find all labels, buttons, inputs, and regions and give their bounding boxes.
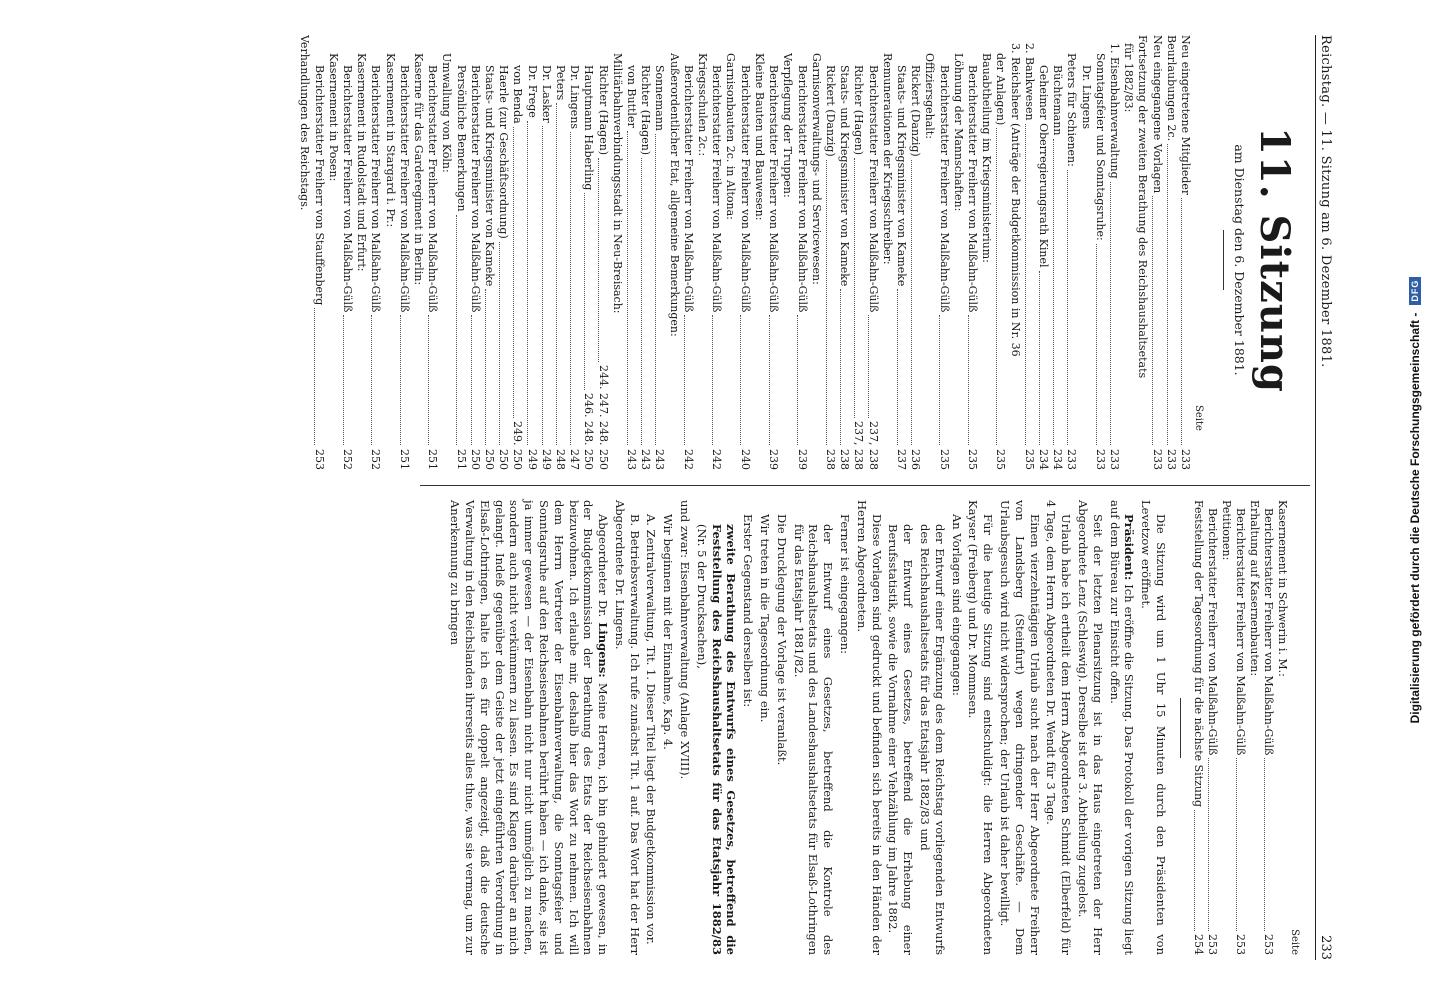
toc-entry-title: Richter (Hagen) <box>639 65 653 156</box>
toc-entry-page: 251 <box>426 449 440 470</box>
toc-entry <box>326 35 340 470</box>
toc-leader-dots <box>1167 144 1168 445</box>
toc-entry <box>638 35 652 470</box>
toc-entry-page: 251 <box>397 449 411 470</box>
toc-entry-page: 238 <box>823 449 837 470</box>
toc-entry-title: Peters <box>554 65 568 101</box>
toc-leader-dots <box>570 132 571 445</box>
toc-entry-page: 251 <box>454 449 468 470</box>
toc-entry-page: 234 <box>1036 449 1050 470</box>
toc-entry <box>567 35 581 470</box>
toc-entry-title: Remunerationen der Kriegsschreiber: <box>880 53 894 265</box>
minutes-paragraph <box>966 500 996 955</box>
toc-entry-page: 237, 238 <box>852 421 866 470</box>
toc-entry-title: Geheimer Oberregierungsrath Kinel <box>1036 65 1050 268</box>
toc-entry <box>979 35 993 470</box>
minutes-paragraph <box>997 500 1041 955</box>
toc-leader-dots <box>456 215 457 445</box>
title-rule <box>1223 230 1224 290</box>
toc-entry-title: Haerle (zur Geschäftsordnung) <box>497 65 511 239</box>
toc-leader-dots <box>854 158 855 418</box>
paragraph-text: der Entwurf einer Ergänzung des dem Reichstag vorliegenden Entwurfs des Reichshaushaltsetats für das Etatsjahr 1882/83 und <box>918 524 947 955</box>
toc-entry-page: 233 <box>1107 449 1121 470</box>
toc-entry-title: Kasernement in Rudolstadt und Erfurt: <box>355 53 369 272</box>
toc-entry <box>496 35 510 470</box>
toc-entry-page: 239 <box>767 449 781 470</box>
toc-entry-page: 236 <box>909 449 923 470</box>
toc-entry <box>652 35 666 470</box>
toc-entry <box>510 35 524 470</box>
toc-entry <box>922 35 936 470</box>
toc-entry-page: 247 <box>568 449 582 470</box>
toc-entry-title: Berichterstatter Freiherr von Malßahn-Gülß <box>426 65 440 313</box>
column-divider <box>420 485 1310 486</box>
toc-entry-title: Kleine Bauten und Bauwesen: <box>752 53 766 221</box>
toc-entry <box>297 35 311 470</box>
toc-entry-title: Umwallung von Köln: <box>440 53 454 173</box>
toc-entry-page: 254 <box>1192 934 1205 955</box>
toc-entry-page: 250 <box>497 449 511 470</box>
toc-entry-title: Dr. Lingens <box>568 65 582 130</box>
right-column <box>445 500 1300 955</box>
toc-leader-dots <box>741 315 742 445</box>
toc-entry-page: 233 <box>1150 449 1164 470</box>
toc-entry <box>1107 35 1121 470</box>
toc-entry <box>780 35 794 470</box>
paragraph-text: Die Drucklegung der Vorlage ist veranlaßt. <box>774 514 789 766</box>
speaker-label: Lingens: <box>596 622 611 678</box>
toc-entry <box>1036 35 1050 470</box>
toc-leader-dots <box>471 315 472 445</box>
toc-entry-page: 253 <box>1234 934 1247 955</box>
minutes-paragraph <box>917 500 947 955</box>
toc-entry-page: 244. 247. 248. 250 <box>596 365 610 470</box>
minutes-paragraph <box>612 500 642 955</box>
toc-entry <box>837 35 851 470</box>
toc-entry-title: Berichterstatter Freiherr von Malßahn-Gülß <box>468 65 482 313</box>
running-header <box>1315 35 1350 960</box>
paragraph-text: Seit der letzten Plenarsitzung ist in das Haus eingetreten der Herr Abgeordnete Lenz (Schleswig). Derselbe ist der 3. Abtheilung zugelost. <box>1076 500 1105 955</box>
toc-leader-dots <box>769 315 770 445</box>
toc-entry <box>1007 35 1021 470</box>
toc-entry-title: Richter (Hagen) <box>852 65 866 156</box>
toc-leader-dots <box>527 121 528 445</box>
toc-entry-page: 240 <box>738 449 752 470</box>
toc-entry-title: Berichterstatter Freiherr von Malßahn-Gülß <box>937 65 951 313</box>
toc-entry <box>539 35 553 470</box>
toc-leader-dots <box>868 315 869 418</box>
paragraph-text: Für die heutige Sitzung sind entschuldigt: die Herren Abgeordneten Kayser (Freiberg) und Dr. Mommsen. <box>966 500 996 955</box>
toc-entry <box>894 35 908 470</box>
toc-entry-title: Berichterstatter Freiherr von Malßahn-Gülß <box>738 65 752 313</box>
toc-entry-title: Berichterstatter Freiherr von Malßahn-Gülß <box>681 65 695 313</box>
toc-leader-dots <box>542 126 543 445</box>
toc-entry-page: 237, 238 <box>866 421 880 470</box>
toc-leader-dots <box>1067 170 1068 445</box>
minutes-paragraph <box>757 500 772 955</box>
toc-leader-dots <box>1181 198 1182 445</box>
toc-entry <box>1247 500 1261 955</box>
toc-entry-title: Außerordentlicher Etat, allgemeine Bemerkungen: <box>667 53 681 337</box>
toc-entry-page: 243 <box>653 449 667 470</box>
dfg-logo: DFG <box>1409 277 1421 305</box>
toc-leader-dots <box>598 158 599 362</box>
toc-entry-title: Kaserne für das Garderegiment in Berlin: <box>412 53 426 286</box>
toc-entry-page: 252 <box>341 449 355 470</box>
toc-entry-page: 233 <box>1093 449 1107 470</box>
toc-entry-page: 246. 248. 250 <box>582 393 596 470</box>
toc-entry-title: Berichterstatter Freiherr von Malßahn-Gülß <box>369 65 383 313</box>
minutes-paragraph <box>949 500 964 955</box>
toc-entry <box>752 35 766 470</box>
toc-entry-title: Militärbahnverbindungsstadt in Neu-Breisach: <box>610 53 624 314</box>
paragraph-text: der Entwurf eines Gesetzes, betreffend die Kontrole des Reichshaushaltsetats und des Landeshaushaltsetats für Elsaß-Lothringen für das Etatsjahr 1881/82. <box>791 524 836 955</box>
toc-entry-title: von Benda <box>511 65 525 124</box>
section-rule <box>1180 698 1181 758</box>
toc-entry-title: Berichterstatter Freiherr von Malßahn-Gülß <box>341 65 355 313</box>
toc-entry <box>666 35 680 470</box>
toc-leader-dots <box>485 289 486 445</box>
toc-entry-title: Büchtemann <box>1051 65 1065 136</box>
toc-entry-title: Berichterstatter Freiherr von Malßahn-Gülß <box>397 65 411 313</box>
paragraph-text: B. Betriebsverwaltung. Ich rufe zunächst Tit. 1 auf. Das Wort hat der Herr Abgeordnete Dr. Lingens. <box>612 500 642 955</box>
toc-entry <box>1121 35 1135 470</box>
toc-entry <box>1078 35 1092 470</box>
toc-entry-page: 248 <box>554 449 568 470</box>
toc-entry <box>354 35 368 470</box>
table-of-contents <box>297 35 1192 470</box>
toc-entry <box>709 35 723 470</box>
toc-entry-title: 3. Reichsheer (Anträge der Budgetkommission in Nr. 36 <box>1008 43 1022 357</box>
toc-entry <box>1164 35 1178 470</box>
toc-entry <box>936 35 950 470</box>
minutes-paragraph <box>886 500 916 955</box>
paragraph-text: Wir treten in die Tagesordnung ein. <box>758 514 773 723</box>
toc-entry <box>1261 500 1275 955</box>
paragraph-text: Die Sitzung wird um 1 Uhr 15 Minuten durch den Präsidenten von Levetzow eröffnet. <box>1139 500 1168 955</box>
page-number: 233 <box>1318 935 1333 960</box>
toc-entry-title: Kasernement in Posen: <box>326 53 340 182</box>
toc-entry-title: Beurlaubungen 2c. <box>1164 35 1178 142</box>
toc-entry <box>809 35 823 470</box>
toc-entry-page: 233 <box>1065 449 1079 470</box>
toc-entry-title: Richter (Hagen) <box>596 65 610 156</box>
toc-entry <box>524 35 538 470</box>
session-title-block <box>1217 35 1298 485</box>
toc-entry-title: Garnisonverwaltungs- und Servicewesen: <box>809 53 823 285</box>
toc-entry-title: Garnisonbauten 2c. in Altona: <box>724 53 738 220</box>
toc-entry <box>1135 35 1149 470</box>
toc-entry <box>865 35 879 470</box>
paragraph-text: Einen vierzehntägigen Urlaub sucht nach der Herr Abgeordnete Freiherr von Landsberg (Steinfurt) wegen dringender Geschäfte. — Dem Urlaubsgesuch wird nicht widersprochen; der Urlaub ist daher bewilligt. <box>998 500 1042 955</box>
paragraph-text: Abgeordneter Dr. <box>596 514 611 623</box>
toc-entry <box>738 35 752 470</box>
toc-entry-title: Kriegsschulen 2c.: <box>696 53 710 157</box>
toc-entry <box>766 35 780 470</box>
paragraph-text: (Nr. 5 der Drucksachen), <box>694 524 709 669</box>
toc-entry-title: Berichterstatter Freiherr von Stauffenberg <box>312 65 326 306</box>
toc-leader-dots <box>513 127 514 418</box>
toc-entry <box>951 35 965 470</box>
toc-leader-dots <box>655 134 656 445</box>
toc-entry-page: 253 <box>1262 934 1275 955</box>
toc-leader-dots <box>556 103 557 445</box>
toc-entry-title: Verpflegung der Truppen: <box>781 53 795 198</box>
toc-entry-page: 243 <box>625 449 639 470</box>
toc-entry <box>823 35 837 470</box>
toc-entry-title: Berichterstatter Freiherr von Malßahn-Gülß <box>1262 508 1275 756</box>
toc-entry <box>581 35 595 470</box>
toc-entry-page: 235 <box>1022 449 1036 470</box>
minutes-paragraph <box>1075 500 1105 955</box>
toc-entry-title: Kasernement in Stargard i. Pr.: <box>383 53 397 228</box>
toc-entry-title: Berichterstatter Freiherr von Malßahn-Gülß <box>795 65 809 313</box>
toc-entry-title: Persönliche Bemerkungen <box>454 65 468 212</box>
toc-entry-title: Peters für Schienen: <box>1065 53 1079 167</box>
toc-entry <box>368 35 382 470</box>
session-date: am Dienstag den 6. Dezember 1881. <box>1232 144 1247 376</box>
toc-entry <box>468 35 482 470</box>
paragraph-text: An Vorlagen sind eingegangen: <box>949 514 964 696</box>
toc-leader-dots <box>684 315 685 445</box>
toc-entry-title: Dr. Frege <box>525 65 539 118</box>
toc-entry-page: 235 <box>994 449 1008 470</box>
toc-entry-page: 235 <box>937 449 951 470</box>
toc-entry-title: 1. Eisenbahnverwaltung <box>1107 43 1121 179</box>
toc-entry <box>1191 500 1205 955</box>
minutes-paragraph <box>694 500 738 955</box>
toc-entry <box>624 35 638 470</box>
toc-entry <box>1205 500 1219 955</box>
toc-entry <box>610 35 624 470</box>
toc-entry <box>439 35 453 470</box>
toc-leader-dots <box>1025 124 1026 445</box>
paragraph-text: Wir beginnen mit der Einnahme, Kap. 4. <box>661 514 676 750</box>
toc-entry <box>695 35 709 470</box>
dfg-notice: Digitalisierung gefördert durch die Deutsche Forschungsgemeinschaft - <box>1408 312 1422 724</box>
toc-entry-page: 235 <box>965 449 979 470</box>
paragraph-text: Meine Herren, ich bin gehindert gewesen, in der Budgetkommission der Berathung des Etats der Reichseisenbahnen beizuwohnen. Ich erlaube mir, deshalb hier das Wort zu nehmen. Ich will dem Herrn Vertreter der Eisenbahnverwaltung, die Sonntagsfeier und Sonntagsruhe auf den Reichseisenbahnen berührt haben — ich danke, sie ist ja immer gewesen — der Eisenbahn nicht nur nicht unmöglich zu machen, sondern auch nicht verkümmern zu lassen. Es sind Klagen darüber an mich gelangt. Indeß gegenüber dem Geiste der jetzt eingeführten Verordnung in Elsaß-Lothringen, halte ich es für doppelt angezeigt, daß die deutsche Verwaltung in den Reichslanden ihrerseits alles thue, was sie vermag, um zur Anerkennung zu bringen <box>448 500 611 955</box>
toc-leader-dots <box>797 315 798 445</box>
session-title: 11. Sitzung <box>1251 127 1298 393</box>
toc-entry-page: 242 <box>681 449 695 470</box>
toc-leader-dots <box>584 193 585 390</box>
toc-entry-title: Berichterstatter Freiherr von Malßahn-Gülß <box>710 65 724 313</box>
toc-entry-page: 253 <box>1206 934 1219 955</box>
toc-entry-page: 249 <box>525 449 539 470</box>
toc-entry <box>1064 35 1078 470</box>
toc-entry <box>311 35 325 470</box>
speaker-label: Präsident: <box>1122 514 1137 581</box>
toc-entry-page: 242 <box>710 449 724 470</box>
toc-entry-title: Sonntagsfeier und Sonntagsruhe: <box>1093 53 1107 241</box>
toc-entry-title: Fortsetzung der zweiten Berathung des Reichshaushaltsetats <box>1136 35 1150 379</box>
toc-entry <box>993 35 1007 470</box>
paragraph-text: und zwar: Eisenbahnverwaltung (Anlage XVIII). <box>678 500 693 780</box>
toc-leader-dots <box>826 160 827 445</box>
toc-entry <box>965 35 979 470</box>
toc-entry-page: 252 <box>369 449 383 470</box>
toc-entry-page: 249. 250 <box>511 421 525 470</box>
paragraph-text: Urlaub habe ich ertheilt dem Herrn Abgeordneten Schmidt (Elberfeld) für 4 Tage, dem Herrn Abgeordneten Dr. Wendt für 3 Tage. <box>1044 500 1074 955</box>
toc-entry-page: 237 <box>894 449 908 470</box>
toc-entry-title: für 1882/83: <box>1122 43 1136 113</box>
paragraph-text: Diese Vorlagen sind gedruckt und befinden sich bereits in den Händen der Herren Abgeordneten. <box>854 500 884 955</box>
toc-entry-title: Sonnemann <box>653 65 667 131</box>
toc-entry <box>794 35 808 470</box>
toc-entry-page: 250 <box>468 449 482 470</box>
toc-entry <box>1178 35 1192 470</box>
toc-entry-page: 234 <box>1051 449 1065 470</box>
toc-leader-dots <box>840 289 841 445</box>
toc-entry-page: 250 <box>483 449 497 470</box>
toc-entry <box>851 35 865 470</box>
toc-entry <box>1050 35 1064 470</box>
toc-entry <box>1233 500 1247 955</box>
toc-entry <box>453 35 467 470</box>
toc-entry-title: Staats- und Kriegsminister von Kameke <box>483 65 497 287</box>
toc-entry-title: Petitionen: <box>1220 500 1233 561</box>
toc-entry-title: Berichterstatter Freiherr von Malßahn-Gülß <box>767 65 781 313</box>
toc-entry-title: Dr. Lingens <box>1079 65 1093 130</box>
toc-entry-title: Offiziersgehalt: <box>923 53 937 139</box>
toc-entry <box>1093 35 1107 470</box>
toc-leader-dots <box>400 315 401 445</box>
toc-entry-page: 233 <box>1179 449 1192 470</box>
toc-entry-title: Löhnung der Mannschaften: <box>951 53 965 212</box>
toc-leader-dots <box>343 315 344 445</box>
toc-leader-dots <box>1194 810 1195 931</box>
toc-entry <box>482 35 496 470</box>
toc-leader-dots <box>911 160 912 445</box>
toc-leader-dots <box>1053 139 1054 445</box>
toc-entry <box>411 35 425 470</box>
toc-entry <box>1275 500 1289 955</box>
toc-entry-title: Neu eingetretene Mitglieder <box>1179 35 1192 196</box>
toc-entry-title: Berichterstatter Freiherr von Malßahn-Gülß <box>1206 508 1219 756</box>
minutes-paragraph <box>1044 500 1074 955</box>
toc-entry <box>425 35 439 470</box>
toc-leader-dots <box>996 128 997 445</box>
running-header-title: Reichstag. — 11. Sitzung am 6. Dezember 1881. <box>1318 35 1333 368</box>
toc-entry-title: Dr. Lasker <box>539 65 553 123</box>
minutes-paragraph <box>791 500 835 955</box>
toc-leader-dots <box>1264 758 1265 931</box>
toc-leader-dots <box>371 315 372 445</box>
toc-entry-title: Neu eingegangene Vorlagen <box>1150 35 1164 194</box>
minutes-paragraph <box>740 500 755 955</box>
toc-leader-dots <box>1039 271 1040 445</box>
toc-entry-title: Feststellung der Tagesordnung für die nächste Sitzung <box>1192 500 1205 808</box>
toc-entry-page: 243 <box>639 449 653 470</box>
toc-leader-dots <box>499 242 500 445</box>
toc-entry-title: Hauptmann Haberling <box>582 65 596 191</box>
toc-leader-dots <box>641 158 642 445</box>
minutes-paragraph <box>1138 500 1168 955</box>
toc-entry-title: Staats- und Kriegsminister von Kameke <box>838 65 852 287</box>
toc-leader-dots <box>897 289 898 445</box>
minutes-paragraph <box>447 500 610 955</box>
paragraph-text: A. Zentralverwaltung, Tit. 1. Dieser Titel liegt der Budgetkommission vor. <box>644 514 659 945</box>
toc-entry <box>397 35 411 470</box>
toc-entry-title: Rickert (Danzig) <box>909 65 923 157</box>
speaker-label: zweite Berathung des Entwurfs eines Gesetzes, betreffend die Feststellung des Reichshaushaltsetats für das Etatsjahr 1882/83 <box>709 524 739 955</box>
toc-leader-dots <box>428 315 429 445</box>
toc-entry-title: Berichterstatter Freiherr von Malßahn-Gülß <box>866 65 880 313</box>
toc-entry <box>1149 35 1163 470</box>
toc-leader-dots <box>1152 196 1153 445</box>
toc-entry-title: der Anlagen) <box>994 53 1008 126</box>
minutes-paragraph <box>677 500 692 955</box>
toc-entry <box>723 35 737 470</box>
toc-entry-title: 2. Bankwesen <box>1022 43 1036 121</box>
toc-entry-page: 249 <box>539 449 553 470</box>
toc-leader-dots <box>968 315 969 445</box>
toc-leader-dots <box>314 308 315 445</box>
minutes-paragraph <box>837 500 852 955</box>
toc-entry-title: Staats- und Kriegsminister von Kameke <box>894 65 908 287</box>
paragraph-text: Ich eröffne die Sitzung. Das Protokoll der vorigen Sitzung liegt auf dem Büreau zur Einsicht offen. <box>1107 500 1137 955</box>
toc-entry-title: Kasernement in Schwerin i. M.: <box>1276 500 1289 677</box>
toc-entry <box>382 35 396 470</box>
toc-leader-dots <box>1236 758 1237 931</box>
toc-leader-dots <box>627 131 628 445</box>
toc-entry-title: Rickert (Danzig) <box>823 65 837 157</box>
dfg-funding-strip <box>1398 0 1432 1000</box>
toc-entry <box>681 35 695 470</box>
toc-leader-dots <box>1208 758 1209 931</box>
session-minutes <box>447 500 1168 955</box>
toc-entry <box>1219 500 1233 955</box>
minutes-paragraph <box>1107 500 1137 955</box>
toc-entry-title: Berichterstatter Freiherr von Malßahn-Gülß <box>965 65 979 313</box>
toc-entry <box>553 35 567 470</box>
paragraph-text: Ferner ist eingegangen: <box>838 514 853 655</box>
toc-leader-dots <box>712 315 713 445</box>
minutes-paragraph <box>774 500 789 955</box>
paragraph-text: Erster Gegenstand derselben ist: <box>741 514 756 708</box>
toc-entry-title: Berichterstatter Freiherr von Malßahn-Gülß <box>1234 508 1247 756</box>
toc-entry-title: Erhaltung auf Kasernenbauten: <box>1248 500 1261 677</box>
toc-entry <box>595 35 609 470</box>
toc-entry-title: Bauabtheilung im Kriegsministerium: <box>980 53 994 263</box>
toc-entry-page: 238 <box>838 449 852 470</box>
toc-entry-title: Verhandlungen des Reichstags. <box>298 35 312 211</box>
minutes-paragraph <box>661 500 676 955</box>
minutes-paragraph <box>644 500 659 955</box>
toc-leader-dots <box>1096 244 1097 445</box>
toc-entry-page: 239 <box>795 449 809 470</box>
toc-entry <box>340 35 354 470</box>
toc-entry <box>1022 35 1036 470</box>
toc-entry <box>908 35 922 470</box>
toc-entry-title: von Buttler <box>625 65 639 128</box>
toc-entry-page: 233 <box>1164 449 1178 470</box>
minutes-paragraph <box>854 500 884 955</box>
toc-entry-page: 253 <box>312 449 326 470</box>
toc-continued-seite-label: Seite <box>1289 929 1300 955</box>
toc-entry <box>880 35 894 470</box>
paragraph-text: der Entwurf eines Gesetzes, betreffend die Erhebung einer Berufsstatistik, sowie die Vornahme einer Viehzählung im Jahre 1882. <box>886 524 916 955</box>
toc-seite-label: Seite <box>1193 405 1204 431</box>
toc-continued <box>1191 500 1300 955</box>
toc-leader-dots <box>939 315 940 445</box>
toc-leader-dots <box>1110 182 1111 445</box>
